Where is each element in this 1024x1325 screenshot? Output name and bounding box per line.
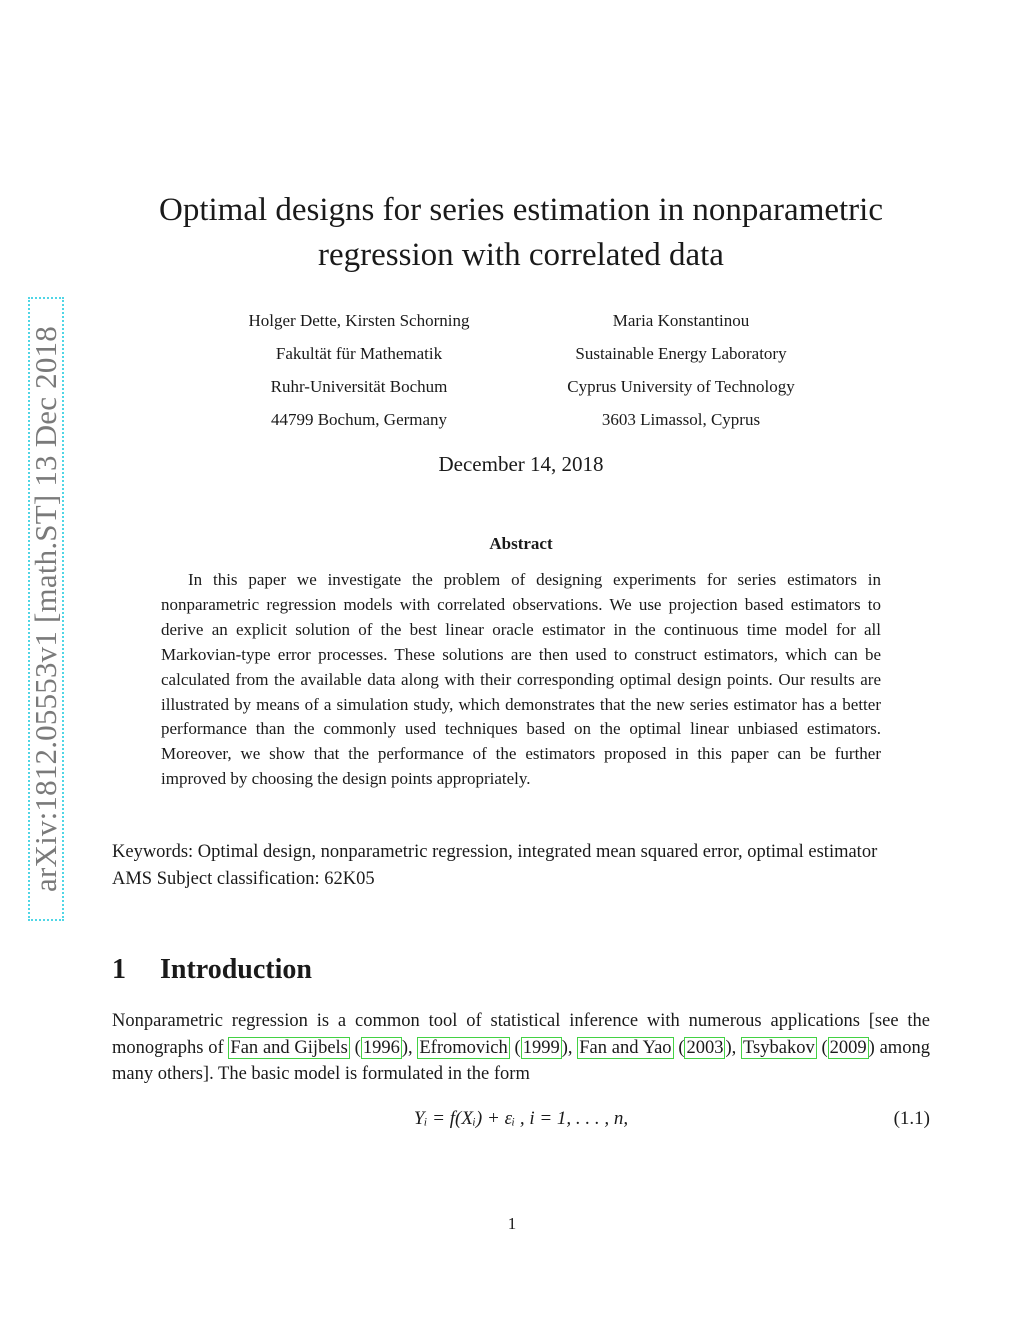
citation-efromovich[interactable]: Efromovich — [419, 1037, 508, 1058]
section-heading — [112, 954, 312, 986]
section-number: 1 — [112, 954, 126, 985]
citation-fan-gijbels[interactable]: Fan and Gijbels — [230, 1037, 348, 1058]
address-right: 3603 Limassol, Cyprus — [601, 410, 761, 429]
paper-date: December 14, 2018 — [438, 452, 604, 476]
intro-text-part-2: among many others]. The basic model is formulated in the form — [112, 1037, 930, 1084]
author-names-right: Maria Konstantinou — [612, 311, 750, 330]
paper-title — [112, 188, 930, 278]
ams-classification: AMS Subject classification: 62K05 — [112, 868, 375, 889]
citation-year-1996[interactable]: 1996 — [362, 1037, 400, 1058]
arxiv-identifier-stamp[interactable] — [28, 297, 64, 921]
intro-text-part-1: Nonparametric regression is a common tool of statistical inference with numerous applications [see the monographs of — [112, 1011, 930, 1058]
faculty-left: Fakultät für Mathematik — [275, 344, 443, 363]
citation-year-2009[interactable]: 2009 — [829, 1037, 867, 1058]
citation-year-2003[interactable]: 2003 — [686, 1037, 724, 1058]
abstract-text: In this paper we investigate the problem of designing experiments for series estimators in nonparametric regression models with correlated observations. We use projection based estimators to derive an explicit solution of the best linear oracle estimator in the continuous time model for all Markovian-type error processes. These solutions are then used to construct estimators, which can be calculated from the available data along with their corresponding optimal design points. Our results are illustrated by means of a simulation study, which demonstrates that the new series estimator has a better performance than the commonly used techniques based on the optimal linear unbiased estimators. Moreover, we show that the performance of the estimators proposed in this paper can be further improved by choosing the design points appropriately. — [161, 570, 881, 789]
equation-body: Yᵢ = f(Xᵢ) + εᵢ , i = 1, . . . , n, — [413, 1108, 629, 1129]
citation-tsybakov[interactable]: Tsybakov — [743, 1037, 815, 1058]
address-left: 44799 Bochum, Germany — [270, 410, 448, 429]
intro-paragraph: Nonparametric regression is a common tool of statistical inference with numerous applications [see the monographs of Fan and Gijbels ( 1996 ), Efromovich ( 1999 ), Fan and Yao ( 2003 ), Tsybakov ( 2009 ) among many others]. The basic model is formulated in the form — [112, 1011, 930, 1084]
keywords-line: Keywords: Optimal design, nonparametric regression, integrated mean squared error, optimal estimator — [112, 842, 878, 862]
citation-fan-yao[interactable]: Fan and Yao — [579, 1037, 672, 1058]
institution-left: Ruhr-Universität Bochum — [270, 377, 448, 396]
section-title: Introduction — [160, 954, 312, 985]
equation-1-1 — [112, 1108, 930, 1138]
author-affiliation-left — [200, 308, 518, 440]
equation-number: (1.1) — [893, 1108, 930, 1129]
arxiv-identifier-text: arXiv:1812.05553v1 [math.ST] 13 Dec 2018 — [28, 326, 63, 892]
laboratory-right: Sustainable Energy Laboratory — [575, 344, 787, 363]
page-number: 1 — [507, 1214, 517, 1233]
citation-year-1999[interactable]: 1999 — [522, 1037, 560, 1058]
title-line-1: Optimal designs for series estimation in nonparametric — [159, 192, 883, 228]
author-affiliation-right — [520, 308, 842, 440]
title-line-2: regression with correlated data — [318, 237, 724, 273]
institution-right: Cyprus University of Technology — [567, 377, 795, 396]
keywords-block — [112, 839, 930, 892]
abstract-heading: Abstract — [489, 534, 553, 553]
author-names-left: Holger Dette, Kirsten Schorning — [248, 311, 470, 330]
